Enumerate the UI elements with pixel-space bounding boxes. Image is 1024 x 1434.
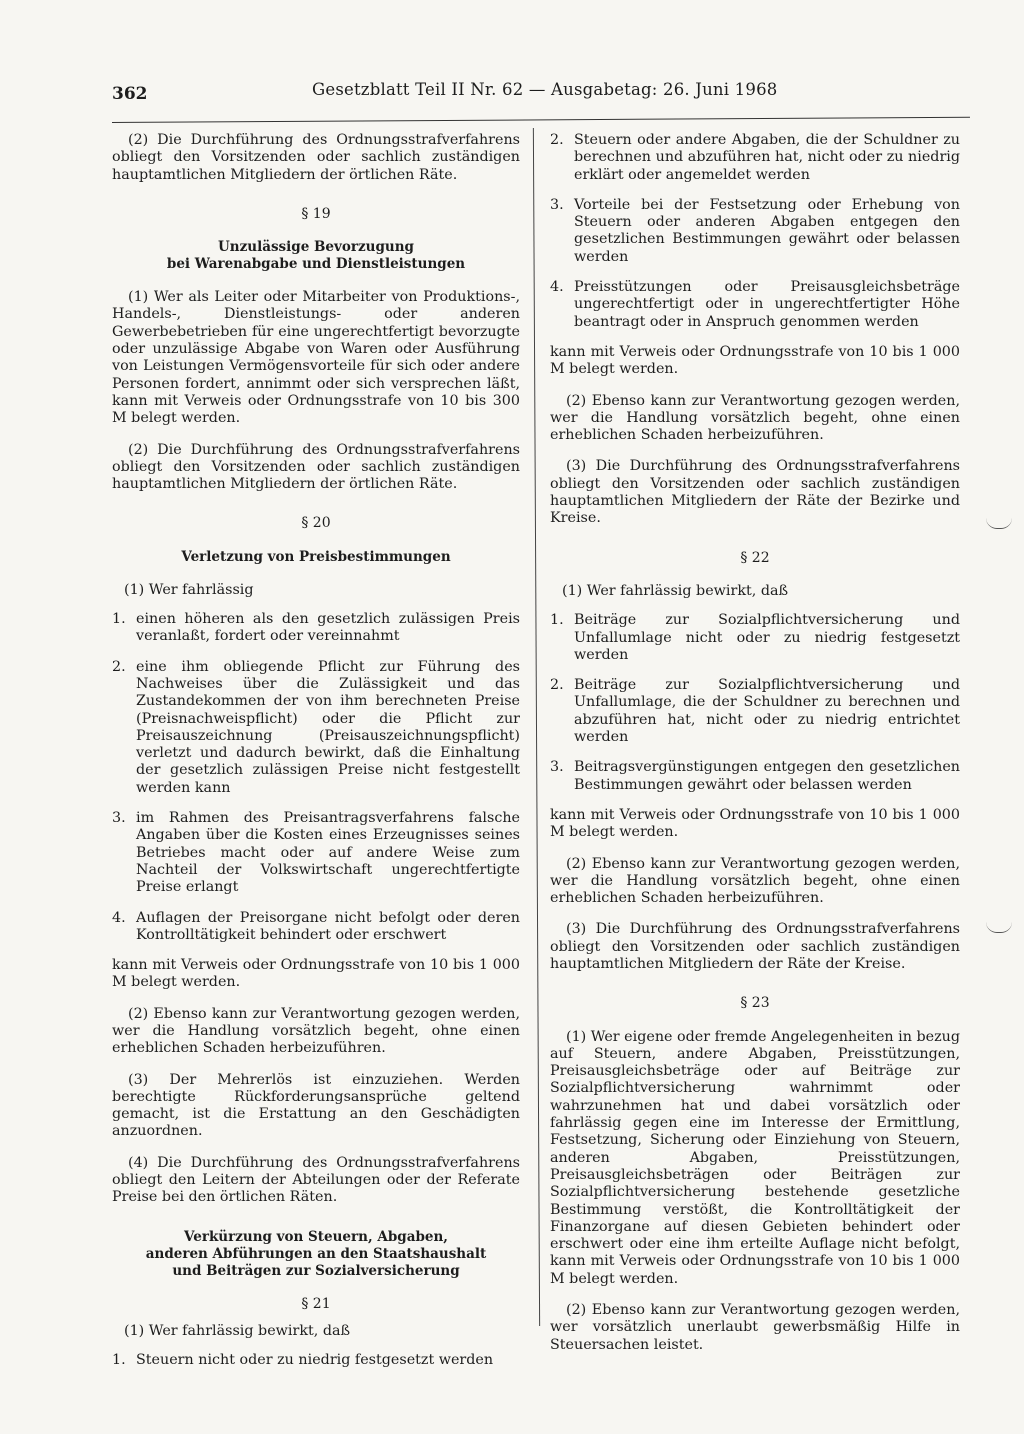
list-item-text: eine ihm obliegende Pflicht zur Führung des Nachweises über die Zulässigkeit und das Zustandekommen der von ihm berechneten Preise (Preisnachweispflicht) oder die Pflicht zur Preisauszeichnung (Preisauszeichnungspflicht) verletzt und dadurch bewirkt, daß die Einhaltung der gesetzlich zulässigen Preise nicht festgestellt werden kann bbox=[136, 658, 520, 796]
paragraph: (2) Ebenso kann zur Verantwortung gezogen werden, wer vorsätzlich unerlaubt gewerbsmäßig Hilfe in Steuersachen leistet. bbox=[550, 1302, 960, 1353]
list-item-text: Steuern nicht oder zu niedrig festgesetzt werden bbox=[136, 1352, 494, 1369]
heading-line: bei Warenabgabe und Dienstleistungen bbox=[166, 256, 466, 273]
section-number: § 23 bbox=[740, 995, 770, 1012]
list-item-text: einen höheren als den gesetzlich zulässigen Preis veranlaßt, fordert oder vereinnahmt bbox=[136, 611, 520, 645]
heading-line: und Beiträgen zur Sozialversicherung bbox=[172, 1262, 460, 1279]
page-number: 362 bbox=[112, 84, 148, 104]
list-item bbox=[550, 612, 960, 664]
margin-pencil-mark bbox=[986, 518, 1012, 529]
paragraph: (2) Ebenso kann zur Verantwortung gezogen werden, wer die Handlung vorsätzlich begeht, ohne einen erheblichen Schaden herbeizuführen. bbox=[112, 1005, 520, 1057]
list-item bbox=[112, 1352, 520, 1369]
list-item-text: im Rahmen des Preisantragsverfahrens falsche Angaben über die Kosten eines Erzeugnisses seines Betriebes macht oder auf andere Weise zum Nachteil der Volkswirtschaft ungerechtfertigte Preise erlangt bbox=[136, 810, 520, 896]
section-number: § 22 bbox=[740, 549, 770, 566]
paragraph-intro: (1) Wer fahrlässig bbox=[124, 581, 254, 598]
list-item-text: Preisstützungen oder Preisausgleichsbeträge ungerechtfertigt oder in ungerechtfertigter Höhe beantragt oder in Anspruch genommen werden bbox=[574, 279, 960, 330]
header-rule bbox=[112, 117, 970, 123]
list-item-number: 3. bbox=[550, 759, 564, 776]
left-column bbox=[112, 132, 520, 1383]
paragraph: (4) Die Durchführung des Ordnungsstrafverfahrens obliegt den Leitern der Abteilungen oder der Referate Preise bei den örtlichen Räten. bbox=[112, 1154, 520, 1206]
section-number: § 19 bbox=[301, 205, 331, 222]
closing-clause: kann mit Verweis oder Ordnungsstrafe von 10 bis 1 000 M belegt werden. bbox=[112, 957, 520, 991]
list-item-number: 4. bbox=[112, 909, 126, 926]
paragraph: (1) Wer als Leiter oder Mitarbeiter von Produktions-, Handels-, Dienstleistungs- oder anderen Gewerbebetrieben für eine ungerechtfertigt bevorzugte oder unzulässige Abgabe von Waren oder Ausführung von Leistungen Vermögensvorteile für sich oder andere Personen fordert, annimmt oder sich versprechen läßt, kann mit Verweis oder Ordnungsstrafe von 10 bis 300 M belegt werden. bbox=[112, 289, 520, 427]
list-item-text: Auflagen der Preisorgane nicht befolgt oder deren Kontrolltätigkeit behindert oder erschwert bbox=[136, 909, 520, 943]
list-item bbox=[112, 659, 520, 797]
list-item-number: 2. bbox=[550, 677, 564, 694]
list-item-number: 1. bbox=[112, 1352, 126, 1369]
section-heading: Verletzung von Preisbestimmungen bbox=[181, 548, 451, 565]
paragraph: (2) Die Durchführung des Ordnungsstrafverfahrens obliegt den Vorsitzenden oder sachlich zuständigen hauptamtlichen Mitgliedern der örtlichen Räte. bbox=[112, 132, 520, 183]
list-item bbox=[550, 132, 960, 184]
closing-clause: kann mit Verweis oder Ordnungsstrafe von 10 bis 1 000 M belegt werden. bbox=[550, 806, 960, 841]
list-item-text: Beiträge zur Sozialpflichtversicherung und Unfallumlage, die der Schuldner zu berechnen und abzuführen hat, nicht oder zu niedrig entrichtet werden bbox=[574, 677, 960, 746]
list-item-number: 2. bbox=[550, 132, 564, 148]
section-heading bbox=[112, 239, 520, 273]
paragraph: (3) Der Mehrerlös ist einzuziehen. Werden berechtigte Rückforderungsansprüche geltend gemacht, ist die Erstattung an den Geschädigten anzuordnen. bbox=[112, 1071, 520, 1140]
heading-line: anderen Abführungen an den Staatshaushalt bbox=[145, 1245, 487, 1262]
list-item-text: Beitragsvergünstigungen entgegen den gesetzlichen Bestimmungen gewährt oder belassen werden bbox=[574, 759, 960, 793]
group-heading bbox=[112, 1229, 520, 1280]
page-header bbox=[112, 78, 972, 108]
list-item bbox=[550, 759, 960, 794]
margin-pencil-mark bbox=[986, 922, 1012, 933]
paragraph: (1) Wer eigene oder fremde Angelegenheiten in bezug auf Steuern, andere Abgaben, Preisstützungen, Preisausgleichsbeträge oder auf Beiträge zur Sozialpflichtversicherung wahrnimmt oder wahrzunehmen hat und dabei vorsätzlich oder fahrlässig gegen eine im Interesse der Ermittlung, Festsetzung, Sicherung oder Einziehung von Steuern, anderen Abgaben, Preisstützungen, Preisausgleichsbeträgen oder Beiträgen zur Sozialpflichtversicherung bestehende gesetzliche Bestimmung verstößt, die Kontrolltätigkeit der Finanzorgane auf diesen Gebieten behindert oder erschwert oder eine ihm erteilte Auflage nicht befolgt, kann mit Verweis oder Ordnungsstrafe von 10 bis 1 000 M belegt werden. bbox=[550, 1028, 960, 1287]
paragraph-intro: (1) Wer fahrlässig bewirkt, daß bbox=[562, 582, 789, 599]
paragraph: (2) Ebenso kann zur Verantwortung gezogen werden, wer die Handlung vorsätzlich begeht, ohne einen erheblichen Schaden herbeizuführen. bbox=[550, 392, 960, 444]
heading-line: Unzulässige Bevorzugung bbox=[218, 239, 414, 256]
paragraph: (2) Ebenso kann zur Verantwortung gezogen werden, wer die Handlung vorsätzlich begeht, ohne einen erheblichen Schaden herbeizuführen. bbox=[550, 855, 960, 907]
list-item-number: 3. bbox=[112, 810, 126, 827]
list-item-number: 1. bbox=[112, 611, 126, 628]
list-item bbox=[112, 810, 520, 896]
list-item bbox=[550, 677, 960, 746]
list-item-number: 4. bbox=[550, 279, 564, 296]
section-number: § 21 bbox=[301, 1295, 331, 1312]
list-item-text: Vorteile bei der Festsetzung oder Erhebung von Steuern oder anderen Abgaben entgegen den gesetzlichen Bestimmungen gewährt oder belassen werden bbox=[574, 196, 960, 265]
list-item-number: 3. bbox=[550, 196, 564, 213]
paragraph-intro: (1) Wer fahrlässig bewirkt, daß bbox=[124, 1322, 351, 1339]
list-item-text: Beiträge zur Sozialpflichtversicherung und Unfallumlage nicht oder zu niedrig festgesetzt werden bbox=[574, 612, 960, 663]
section-number: § 20 bbox=[301, 515, 331, 532]
list-item-number: 1. bbox=[550, 612, 564, 629]
list-item-text: Steuern oder andere Abgaben, die der Schuldner zu berechnen und abzuführen hat, nicht oder zu niedrig erklärt oder angemeldet werden bbox=[574, 132, 960, 183]
paragraph: (3) Die Durchführung des Ordnungsstrafverfahrens obliegt den Vorsitzenden oder sachlich zuständigen hauptamtlichen Mitgliedern der Räte der Kreise. bbox=[550, 921, 960, 972]
paragraph: (2) Die Durchführung des Ordnungsstrafverfahrens obliegt den Vorsitzenden oder sachlich zuständigen hauptamtlichen Mitgliedern der örtlichen Räte. bbox=[112, 441, 520, 493]
list-item-number: 2. bbox=[112, 658, 126, 675]
column-divider bbox=[533, 128, 540, 1326]
list-item bbox=[112, 910, 520, 945]
list-item bbox=[112, 611, 520, 646]
list-item bbox=[550, 197, 960, 266]
running-title: Gesetzblatt Teil II Nr. 62 — Ausgabetag: 26. Juni 1968 bbox=[312, 80, 778, 99]
closing-clause: kann mit Verweis oder Ordnungsstrafe von 10 bis 1 000 M belegt werden. bbox=[550, 343, 960, 378]
paragraph: (3) Die Durchführung des Ordnungsstrafverfahrens obliegt den Vorsitzenden oder sachlich zuständigen hauptamtlichen Mitgliedern der Räte der Bezirke und Kreise. bbox=[550, 458, 960, 527]
heading-line: Verkürzung von Steuern, Abgaben, bbox=[184, 1228, 448, 1245]
right-column bbox=[550, 132, 960, 1368]
list-item bbox=[550, 279, 960, 331]
